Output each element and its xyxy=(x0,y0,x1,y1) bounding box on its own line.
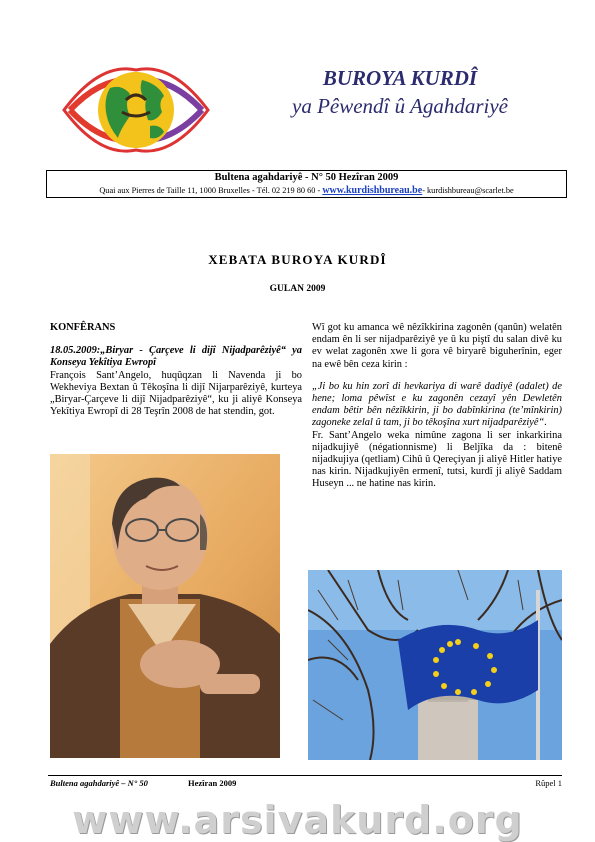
article-lead: 18.05.2009:„Biryar - Çarçeve li dijî Nijadparêziyê“ ya Konseya Yekîtiya Ewropî xyxy=(50,345,302,369)
portrait-photo xyxy=(50,454,280,758)
article-body: François Sant’Angelo, huqûqzan li Navenda ji bo Wekheviya Bextan û Têkoşîna li dijî Nijarparêziyê, kurteya „Biryar-Çarçeve li dijî Nijadparêziyê“, ku ji aliyê Konseya Yekîtiya Ewropî di 28 Teşrîn 2008 de hat stendin, got. xyxy=(50,369,302,418)
bulletin-email: - kurdishbureau@scarlet.be xyxy=(422,186,514,195)
watermark: www.arsivakurd.org xyxy=(72,798,523,842)
page-number: Rûpel 1 xyxy=(535,778,562,788)
article-paragraph: Wî got ku amanca wê nêzîkkirina zagonên (qanûn) welatên endam ên li ser nijadparêziyê ye û ku piştî du salan divê ku ev welat zagonên xwe li gora vê biryarê biguherînin, eger na ewê bên ceza kirin : xyxy=(312,322,562,370)
header-title: BUROYA KURDÎ xyxy=(322,66,478,90)
section-date: GULAN 2009 xyxy=(269,284,326,294)
bulletin-contact xyxy=(46,185,567,196)
bulletin-address: Quai aux Pierres de Taille 11, 1000 Bruxelles - Tél. 02 219 80 60 - xyxy=(99,186,323,195)
footer-publication: Bultena agahdariyê – N° 50 xyxy=(50,778,148,788)
footer-rule xyxy=(48,775,562,776)
footer-date: Hezîran 2009 xyxy=(188,778,237,788)
header-subtitle: ya Pêwendî û Agahdariyê xyxy=(292,94,508,118)
article-quote: „Ji bo ku hin zorî di hevkariya di warê dadiyê (adalet) de hene; loma pêwîst e ku zagonên cezayî yên Dewletên endam bêtir bên nêzîkkirin, ji bo dabînkirina (te’mînkirin) zagoneke zelal û tam, ji bo têkoşîna xurt nijadparêziyê“. xyxy=(312,380,562,429)
kurdish-bureau-logo xyxy=(60,60,212,160)
eu-flag-photo xyxy=(308,570,562,760)
article-paragraph: Fr. Sant’Angelo weka nimûne zagona li ser inkarkirina nijadkujiyê (négationnisme) li Beljîka da : bitenê nijadkujiya (qetliam) Cihû û Qereçiyan ji aliyê Hitler hatiye nas kirin. Nijadkujiyên ermenî, tutsi, kurdî ji aliyê Saddam Huseyn ... ne hatine nas kirin. xyxy=(312,429,562,490)
website-link[interactable]: www.kurdishbureau.be xyxy=(322,185,423,196)
column-subheading: KONFÊRANS xyxy=(50,322,116,333)
left-column xyxy=(50,322,302,418)
section-title: XEBATA BUROYA KURDÎ xyxy=(208,252,387,267)
right-column xyxy=(312,322,562,491)
bulletin-issue: Bultena agahdariyê - N° 50 Hezîran 2009 xyxy=(214,172,399,183)
